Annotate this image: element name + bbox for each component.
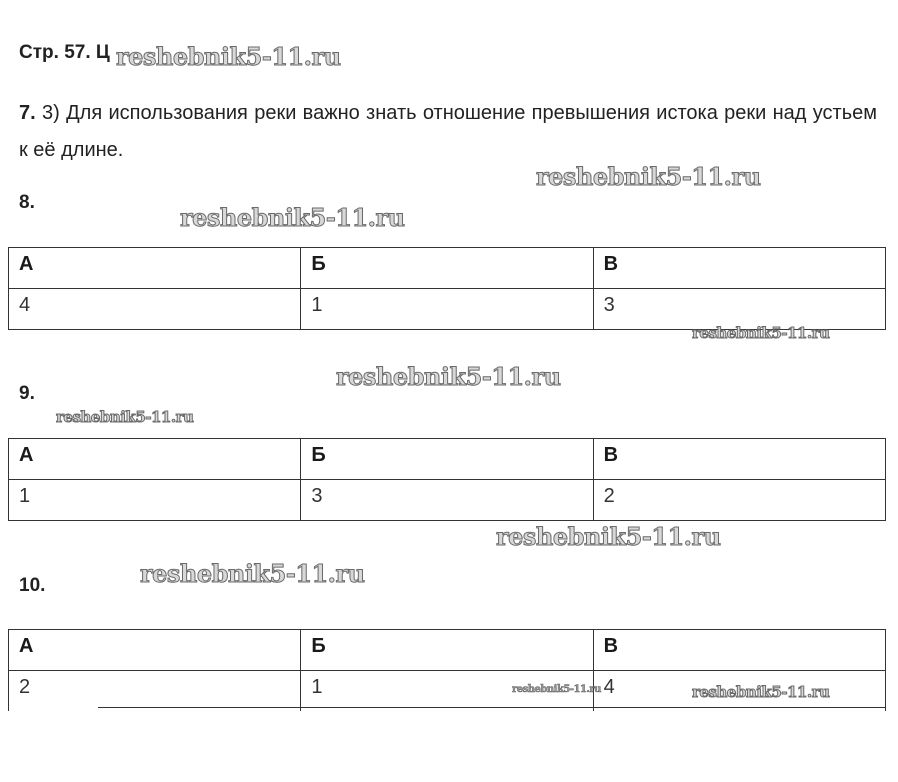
answer-cell: 3	[301, 480, 593, 521]
answer-cell: 1	[301, 671, 593, 712]
watermark: reshebnik5-11.ru	[56, 408, 194, 426]
watermark: reshebnik5-11.ru	[140, 559, 365, 588]
question-7	[19, 95, 877, 169]
watermark: reshebnik5-11.ru	[692, 324, 830, 342]
answer-cell: 1	[301, 289, 593, 330]
question-9-number: 9.	[19, 383, 35, 404]
table-bottom-border	[98, 707, 886, 708]
header-cell: А	[9, 439, 301, 480]
table-header-row	[9, 630, 886, 671]
answer-cell: 1	[9, 480, 301, 521]
page-header: Стр. 57. Ц	[19, 42, 110, 63]
header-cell: В	[593, 439, 885, 480]
question-10-number: 10.	[19, 575, 46, 596]
question-7-number: 7.	[19, 102, 36, 124]
header-cell: Б	[301, 248, 593, 289]
watermark: reshebnik5-11.ru	[536, 162, 761, 191]
watermark: reshebnik5-11.ru	[512, 684, 601, 695]
watermark: reshebnik5-11.ru	[180, 203, 405, 232]
table-row	[9, 480, 886, 521]
question-8-table	[8, 247, 886, 330]
header-cell: В	[593, 248, 885, 289]
question-7-answer: 3) Для использования реки важно знать отношение превышения истока реки над устьем к её длине.	[19, 102, 878, 161]
watermark: reshebnik5-11.ru	[336, 362, 561, 391]
table-header-row	[9, 439, 886, 480]
header-cell: Б	[301, 630, 593, 671]
header-cell: А	[9, 248, 301, 289]
watermark: reshebnik5-11.ru	[116, 42, 341, 71]
answer-cell: 2	[9, 671, 301, 712]
question-9-table	[8, 438, 886, 521]
answer-cell: 4	[9, 289, 301, 330]
watermark: reshebnik5-11.ru	[496, 522, 721, 551]
answer-cell: 4	[593, 671, 885, 712]
watermark: reshebnik5-11.ru	[692, 683, 830, 701]
table-header-row	[9, 248, 886, 289]
header-cell: А	[9, 630, 301, 671]
header-cell: Б	[301, 439, 593, 480]
answer-cell: 2	[593, 480, 885, 521]
question-8-number: 8.	[19, 192, 35, 213]
answer-cell: 3	[593, 289, 885, 330]
header-cell: В	[593, 630, 885, 671]
